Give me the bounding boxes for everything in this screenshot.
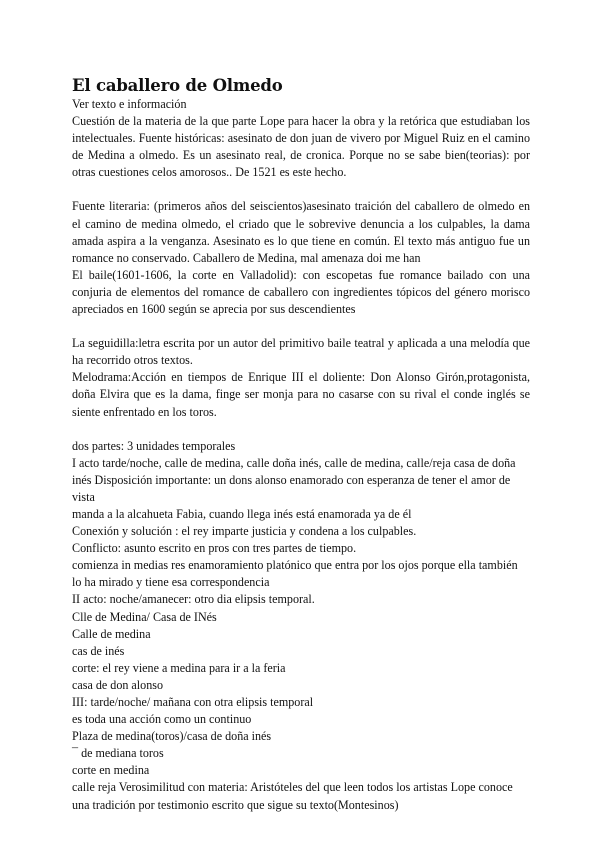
paragraph: dos partes: 3 unidades temporales xyxy=(72,438,236,453)
document-body xyxy=(72,96,530,814)
paragraph: Ver texto e información xyxy=(72,97,187,111)
paragraph: El baile(1601-1606, la corte en Valladolid): con escopetas fue romance bailado con una conjuria de elementos del romance de caballero con ingredientes tópicos del género morisco apreciados en 1600 según se aprecia por sus descendientes xyxy=(72,267,530,317)
paragraph: ¯ de mediana toros xyxy=(72,746,164,761)
paragraph: Conexión y solución : el rey imparte justicia y condena a los culpables. xyxy=(72,524,417,539)
paragraph: II acto: noche/amanecer: otro dia elipsis temporal. xyxy=(72,592,315,607)
paragraph: Conflicto: asunto escrito en pros con tres partes de tiempo. xyxy=(72,541,357,556)
paragraph: corte: el rey viene a medina para ir a la feria xyxy=(72,660,286,675)
paragraph: Calle de medina xyxy=(72,626,151,641)
paragraph: Clle de Medina/ Casa de INés xyxy=(72,609,217,624)
paragraph: I acto tarde/noche, calle de medina, calle doña inés, calle de medina, calle/reja casa de doña inés Disposición importante: un dons alonso enamorado con esperanza de tener el amor de vista xyxy=(72,455,516,504)
document-page xyxy=(72,76,530,814)
paragraph: Cuestión de la materia de la que parte Lope para hacer la obra y la retórica que estudiaban los intelectuales. Fuente históricas: asesinato de don juan de vivero por Miguel Ruiz en el camino de Medina a olmedo. Es un asesinato real, de cronica. Porque no se sabe bien(teorias): por otras cuestiones celos amorosos.. De 1521 es este hecho. xyxy=(72,114,530,180)
paragraph: Fuente literaria: (primeros años del seiscientos)asesinato traición del caballero de olmedo en el camino de medina olmedo, el criado que le sobrevive denuncia a los culpables, la dama amada aspira a la venganza. Asesinato es lo que tiene en común. El texto más antiguo fue un romance no conservado. Caballero de Medina, mal amenaza doi me han xyxy=(72,199,530,265)
paragraph: III: tarde/noche/ mañana con otra elipsis temporal xyxy=(72,695,314,709)
paragraph: La seguidilla:letra escrita por un autor del primitivo baile teatral y aplicada a una melodía que ha recorrido otros textos. xyxy=(72,336,530,368)
document-title: El caballero de Olmedo xyxy=(72,76,283,95)
paragraph: calle reja Verosimilitud con materia: Aristóteles del que leen todos los artistas Lope conoce una tradición por testimonio escrito que sigue su texto(Montesinos) xyxy=(72,780,513,812)
paragraph: comienza in medias res enamoramiento platónico que entra por los ojos porque ella también lo ha mirado y tiene esa correspondencia xyxy=(72,558,518,590)
paragraph: es toda una acción como un continuo xyxy=(72,712,252,727)
paragraph-spacer xyxy=(72,318,530,335)
paragraph: casa de don alonso xyxy=(72,677,164,692)
paragraph: corte en medina xyxy=(72,763,150,778)
paragraph: Plaza de medina(toros)/casa de doña inés xyxy=(72,729,272,744)
paragraph: cas de inés xyxy=(72,643,125,658)
paragraph-spacer xyxy=(72,421,530,438)
paragraph-spacer xyxy=(72,181,530,198)
paragraph: Melodrama:Acción en tiempos de Enrique III el doliente: Don Alonso Girón,protagonista, doña Elvira que es la dama, finge ser monja para no casarse con su rival el conde inglés se siente enfrentado en los toros. xyxy=(72,370,530,419)
paragraph: manda a la alcahueta Fabia, cuando llega inés está enamorada ya de él xyxy=(72,506,412,521)
